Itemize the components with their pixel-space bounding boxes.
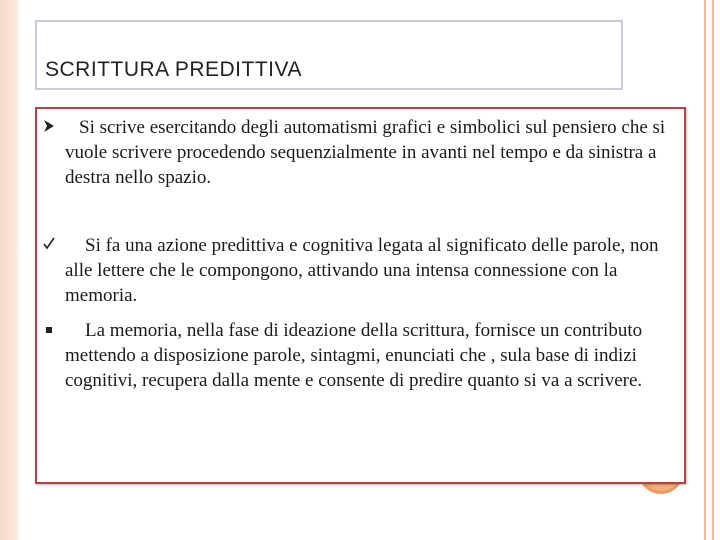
bullet-text-1: Si scrive esercitando degli automatismi grafici e simbolici sul pensiero che si vuole scrivere procedendo sequenzialmente in avanti nel tempo e da sinistra a destra nello spazio.: [65, 117, 666, 188]
arrowhead-bullet-icon: [41, 119, 57, 135]
slide-title: SCRITTURA PREDITTIVA: [45, 58, 302, 81]
square-bullet-icon: [41, 323, 57, 339]
checkmark-bullet-icon: [41, 236, 57, 252]
left-decorative-band: [0, 0, 22, 540]
title-placeholder[interactable]: [35, 20, 623, 90]
content-placeholder[interactable]: [35, 107, 686, 484]
bullet-text-3: La memoria, nella fase di ideazione della scrittura, fornisce un contributo mettendo a disposizione parole, sintagmi, enunciati che , sula base di indizi cognitivi, recupera dalla mente e consente di predire quanto si va a scrivere.: [65, 320, 643, 391]
right-decorative-rail: [700, 0, 720, 540]
bullet-text-2: Si fa una azione predittiva e cognitiva legata al significato delle parole, non alle lettere che le compongono, attivando una intensa connessione con la memoria.: [65, 235, 659, 306]
rail-line-outer: [704, 0, 706, 540]
rail-line-inner: [712, 0, 714, 540]
